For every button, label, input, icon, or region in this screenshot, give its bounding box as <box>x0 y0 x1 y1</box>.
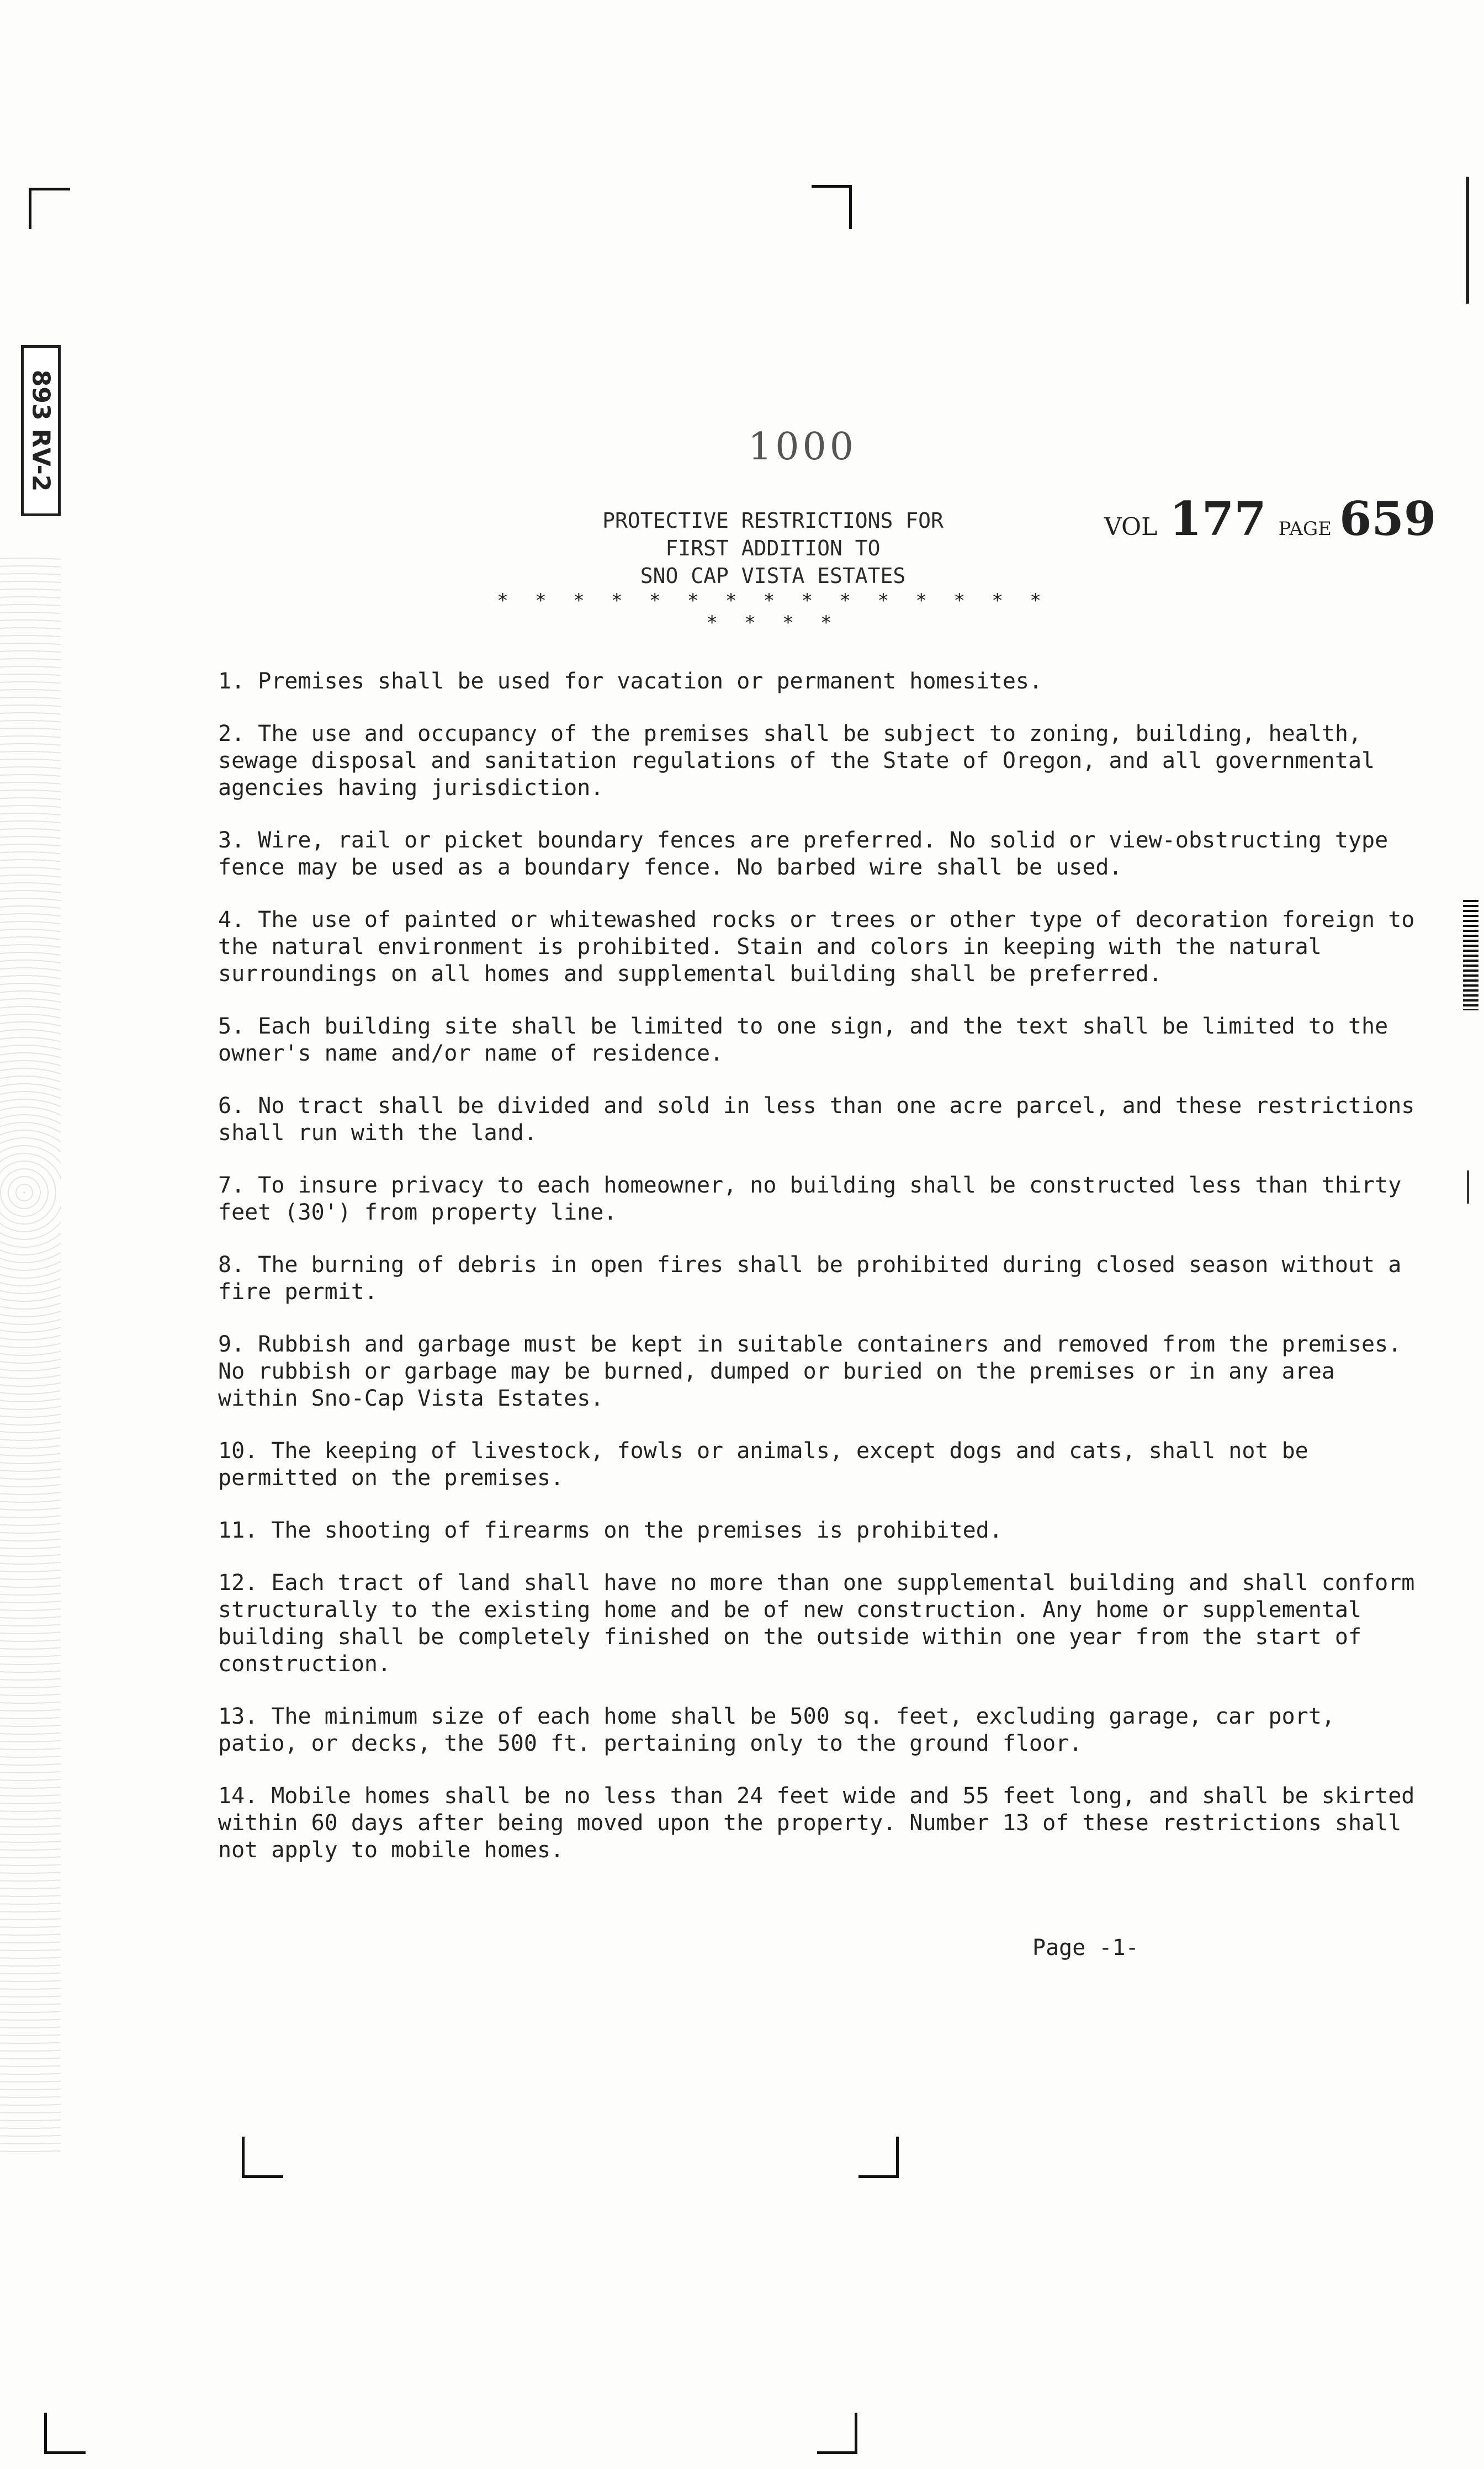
vol-number: 177 <box>1169 491 1266 546</box>
restriction-item: 8. The burning of debris in open fires shall be prohibited during closed season without a fire permit. <box>218 1252 1402 1305</box>
restriction-item: 11. The shooting of firearms on the premises is prohibited. <box>218 1518 1003 1543</box>
crop-mark-top-left <box>29 188 70 229</box>
restriction-item: 2. The use and occupancy of the premises shall be subject to zoning, building, health, sewage disposal and sanitation regulations of the State of Oregon, and all governmental agencies having jurisdiction. <box>218 721 1375 801</box>
scan-barcode-mark <box>1463 900 1478 1010</box>
page-number: 659 <box>1339 491 1437 546</box>
title-separator: * * * * * * * * * * * * * * * * * * * <box>497 590 1049 634</box>
scan-edge-mark <box>1467 1170 1469 1204</box>
crop-mark-bottom-left <box>44 2413 86 2454</box>
crop-mark-mid-right <box>858 2137 899 2178</box>
crop-mark-bottom-center <box>817 2413 857 2454</box>
crop-mark-top-center <box>812 185 852 229</box>
restriction-item: 13. The minimum size of each home shall be 500 sq. feet, excluding garage, car port, patio, or decks, the 500 ft. pertaining only to the ground floor. <box>218 1704 1335 1756</box>
restriction-item: 7. To insure privacy to each homeowner, no building shall be constructed less than thirty feet (30') from property line. <box>218 1173 1402 1225</box>
title-line-1: PROTECTIVE RESTRICTIONS FOR <box>602 508 944 533</box>
restriction-item: 10. The keeping of livestock, fowls or animals, except dogs and cats, shall not be permitted on the premises. <box>218 1438 1308 1491</box>
title-line-2: FIRST ADDITION TO <box>665 536 881 560</box>
restriction-item: 3. Wire, rail or picket boundary fences are preferred. No solid or view-obstructing type fence may be used as a boundary fence. No barbed wire shall be used. <box>218 828 1388 880</box>
document-title <box>519 507 1027 590</box>
side-stamp <box>21 345 61 516</box>
scan-edge-line <box>1466 177 1469 304</box>
recording-reference <box>1104 491 1436 546</box>
restriction-item: 6. No tract shall be divided and sold in less than one acre parcel, and these restrictions shall run with the land. <box>218 1093 1415 1146</box>
title-line-3: SNO CAP VISTA ESTATES <box>640 564 906 588</box>
restriction-item: 14. Mobile homes shall be no less than 24 feet wide and 55 feet long, and shall be skirted within 60 days after being moved upon the property. Number 13 of these restrictions shall not apply to mobile homes. <box>218 1783 1415 1863</box>
scan-speckle <box>0 552 61 2153</box>
crop-mark-mid-left <box>242 2137 283 2178</box>
document-number: 1000 <box>748 425 857 469</box>
restriction-item: 4. The use of painted or whitewashed rocks or trees or other type of decoration foreign to the natural environment is prohibited. Stain and colors in keeping with the natural surroundings on all homes and supplemental building shall be preferred. <box>218 907 1415 987</box>
vol-label: VOL <box>1104 513 1158 541</box>
restriction-item: 1. Premises shall be used for vacation or permanent homesites. <box>218 669 1043 694</box>
restriction-item: 5. Each building site shall be limited to one sign, and the text shall be limited to the owner's name and/or name of residence. <box>218 1014 1388 1066</box>
page-footer: Page -1- <box>1032 1935 1139 1961</box>
page-label: PAGE <box>1278 518 1332 540</box>
restrictions-list <box>218 668 1422 1889</box>
restriction-item: 12. Each tract of land shall have no more than one supplemental building and shall conform structurally to the existing home and be of new construction. Any home or supplemental building shall be completely finished on the outside within one year from the start of construction. <box>218 1570 1415 1677</box>
restriction-item: 9. Rubbish and garbage must be kept in suitable containers and removed from the premises. No rubbish or garbage may be burned, dumped or buried on the premises or in any area within Sno-Cap Vista Estates. <box>218 1332 1402 1411</box>
side-stamp-label: 893 RV-2 <box>26 369 55 492</box>
